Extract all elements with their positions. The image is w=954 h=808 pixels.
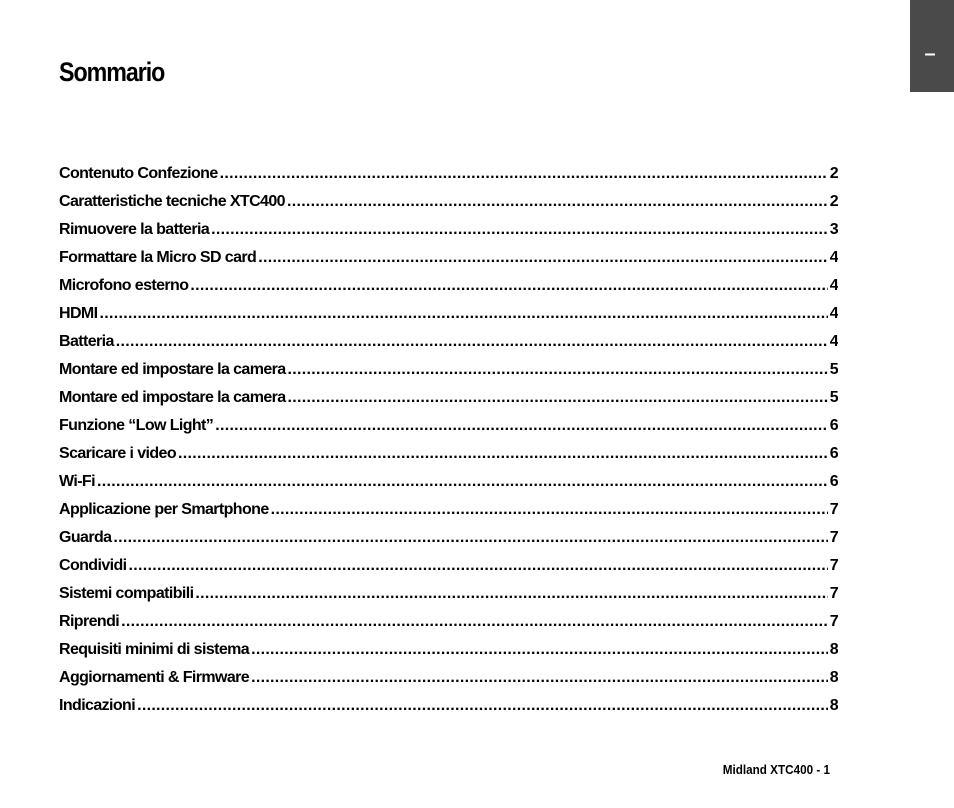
toc-entry-title: Sistemi compatibili [59,585,194,602]
toc-entry-page: 6 [829,417,838,434]
toc-leader-dots [128,552,827,580]
toc-leader-dots [121,608,828,636]
toc-entry-page: 4 [829,249,838,266]
toc-entry[interactable] [59,440,838,468]
toc-entry[interactable] [59,412,838,440]
toc-leader-dots [288,384,828,412]
toc-entry-page: 7 [829,529,838,546]
toc-entry[interactable] [59,328,838,356]
toc-entry-page: 6 [829,473,838,490]
toc-entry[interactable] [59,580,838,608]
toc-entry-title: Riprendi [59,613,120,630]
toc-entry-title: Indicazioni [59,697,136,714]
section-tab [910,0,954,92]
toc-entry-title: Formattare la Micro SD card [59,249,257,266]
toc-entry-title: HDMI [59,305,98,322]
toc-entry-page: 7 [829,557,838,574]
toc-entry[interactable] [59,552,838,580]
toc-entry-title: Scaricare i video [59,445,176,462]
toc-entry[interactable] [59,692,838,720]
toc-entry[interactable] [59,636,838,664]
toc-entry[interactable] [59,356,838,384]
toc-entry[interactable] [59,272,838,300]
toc-entry-title: Contenuto Confezione [59,165,218,182]
toc-entry-page: 8 [829,697,838,714]
toc-entry[interactable] [59,468,838,496]
toc-entry-page: 7 [829,501,838,518]
toc-entry-page: 7 [829,585,838,602]
toc-leader-dots [178,440,828,468]
toc-entry-title: Montare ed impostare la camera [59,361,286,378]
page-footer: Midland XTC400 - 1 [722,762,830,777]
toc-entry[interactable] [59,188,838,216]
toc-leader-dots [137,692,828,720]
toc-entry[interactable] [59,300,838,328]
toc-entry-page: 2 [829,193,838,210]
toc-entry-page: 5 [829,389,838,406]
toc-entry-page: 2 [829,165,838,182]
toc-entry-title: Wi-Fi [59,473,95,490]
section-tab-mark: – [924,43,936,65]
toc-entry-title: Condividi [59,557,127,574]
toc-entry-page: 4 [829,277,838,294]
toc-entry-page: 7 [829,613,838,630]
table-of-contents [59,160,838,720]
toc-entry-page: 4 [829,333,838,350]
toc-entry-title: Aggiornamenti & Firmware [59,669,250,686]
toc-entry[interactable] [59,524,838,552]
toc-entry-title: Caratteristiche tecniche XTC400 [59,193,285,210]
toc-leader-dots [258,244,827,272]
toc-leader-dots [97,468,828,496]
toc-leader-dots [116,328,828,356]
toc-leader-dots [251,664,828,692]
toc-leader-dots [215,412,827,440]
toc-entry[interactable] [59,664,838,692]
toc-entry-title: Montare ed impostare la camera [59,389,286,406]
toc-entry[interactable] [59,160,838,188]
toc-entry-page: 8 [829,641,838,658]
toc-leader-dots [251,636,828,664]
toc-leader-dots [288,356,828,384]
toc-leader-dots [211,216,828,244]
toc-entry[interactable] [59,244,838,272]
toc-leader-dots [195,580,827,608]
toc-entry-page: 8 [829,669,838,686]
toc-entry-title: Guarda [59,529,112,546]
toc-leader-dots [190,272,827,300]
toc-leader-dots [287,188,828,216]
toc-entry-title: Rimuovere la batteria [59,221,210,238]
toc-entry[interactable] [59,608,838,636]
toc-entry-title: Batteria [59,333,114,350]
toc-entry-title: Applicazione per Smartphone [59,501,269,518]
page-title: Sommario [59,57,165,87]
toc-leader-dots [271,496,828,524]
toc-entry[interactable] [59,216,838,244]
toc-entry-title: Microfono esterno [59,277,189,294]
toc-entry-page: 5 [829,361,838,378]
toc-entry[interactable] [59,496,838,524]
toc-entry-title: Funzione “Low Light” [59,417,214,434]
toc-entry-title: Requisiti minimi di sistema [59,641,250,658]
toc-leader-dots [99,300,827,328]
toc-entry-page: 6 [829,445,838,462]
toc-entry-page: 3 [829,221,838,238]
toc-entry-page: 4 [829,305,838,322]
toc-leader-dots [220,160,828,188]
toc-leader-dots [113,524,827,552]
toc-entry[interactable] [59,384,838,412]
